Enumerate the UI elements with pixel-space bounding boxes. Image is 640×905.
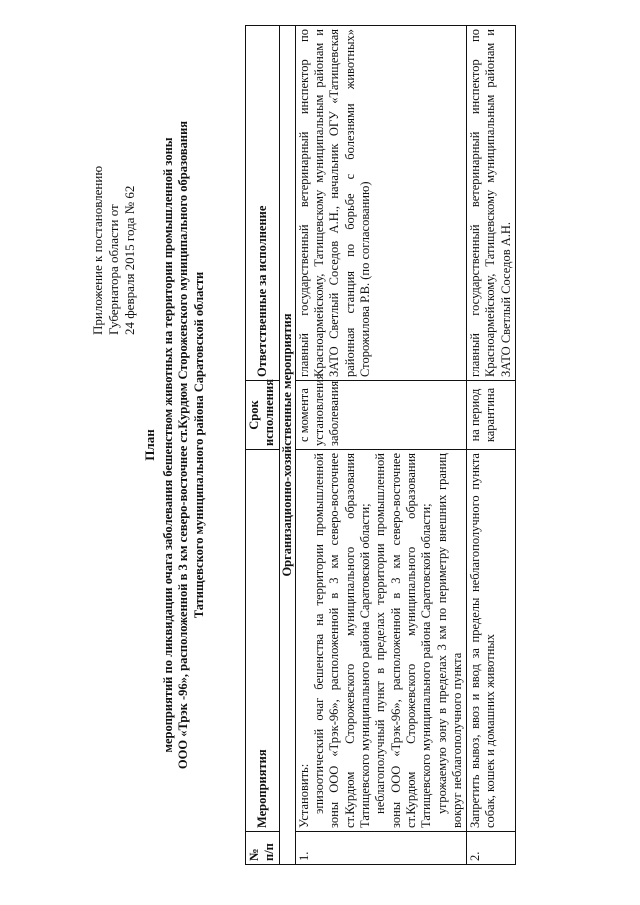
appendix-line-3: 24 февраля 2015 года № 62 [122, 185, 137, 335]
title-line-1: мероприятий по ликвидации очага заболевания бешенством животных на территории промышленной зоны [160, 137, 175, 753]
table-row [295, 26, 466, 865]
title-line-2: ООО «Трэк -96», расположенной в 3 км северо-восточнее ст.Курдюм Сторожевского муниципального образования [176, 120, 190, 770]
title-plan: План [142, 429, 157, 461]
section-title: Организационно-хозяйственные мероприятия [279, 26, 295, 865]
row-activity [295, 450, 466, 832]
row-responsible: главный государственный ветеринарный инспектор по Красноармейскому, Татищевскому муниципальным районам и ЗАТО Светлый Соседов А.Н., начальник ОГУ «Татищевская районная станция по борьбе с болезнями животных» Сторожилова Р.В. (по согласованию) [295, 26, 466, 381]
row-num: 2. [467, 832, 516, 865]
title-line-3: Татищевского муниципального района Саратовской области [191, 271, 206, 619]
row-responsible: главный государственный ветеринарный инспектор по Красноармейскому, Татищевскому муниципальным районам и ЗАТО Светлый Соседов А.Н. [467, 26, 516, 381]
header-term: Срок исполнения [246, 381, 280, 450]
activities-table [245, 25, 516, 865]
activity-paragraph: эпизоотический очаг бешенства на территории промышленной зоны ООО «Трэк-96», расположенной в 3 км северо-восточнее ст.Курдюм Сторожевского муниципального образования Татищевского муниципального района Саратовской области; [312, 453, 373, 828]
header-activity: Мероприятия [246, 450, 280, 832]
activity-paragraph: неблагополучный пункт в пределах территории промышленной зоны ООО «Трэк-96», расположенной в 3 км северо-восточнее ст.Курдюм Сторожевского муниципального образования Татищевского муниципального района Саратовской области; [373, 453, 434, 828]
table-row [467, 26, 516, 865]
activity-paragraph: Запретить вывоз, ввоз и ввод за пределы неблагополучного пункта собак, кошек и домашних животных [468, 453, 498, 828]
appendix-line-1: Приложение к постановлению [90, 165, 105, 335]
appendix-line-2: Губернатора области от [106, 204, 121, 335]
activity-paragraph: Установить: [296, 763, 311, 828]
row-num: 1. [295, 832, 466, 865]
activity-paragraph: угрожаемую зону в пределах 3 км по периметру внешних границ вокруг неблагополучного пункта [434, 453, 464, 828]
row-term: с момента установления заболевания [295, 381, 466, 450]
header-num: № п/п [246, 832, 280, 865]
section-row [279, 26, 295, 865]
header-responsible: Ответственные за исполнение [246, 26, 280, 381]
row-activity [467, 450, 516, 832]
appendix-note [90, 35, 138, 335]
row-term: на период карантина [467, 381, 516, 450]
document-title [142, 25, 207, 865]
table-header-row [246, 26, 280, 865]
